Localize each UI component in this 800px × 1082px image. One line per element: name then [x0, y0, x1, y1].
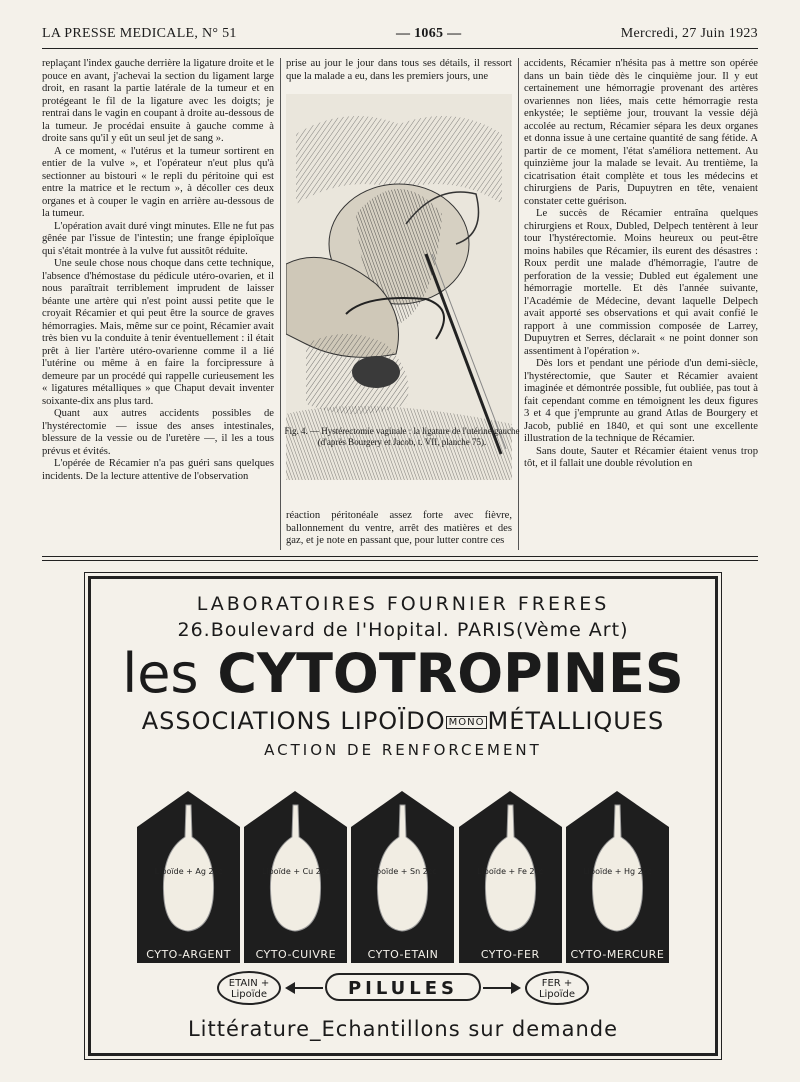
pill-badge-fer: FER + Lipoïde: [525, 971, 589, 1005]
ampoule-panel: [459, 791, 562, 963]
ampoule-icon: [566, 791, 669, 963]
pill-badge-etain: ETAIN + Lipoïde: [217, 971, 281, 1005]
caption-line: (d'après Bourgery et Jacob, t. VII, planche 75).: [317, 437, 487, 447]
ampoule-panel: [566, 791, 669, 963]
arrow-left-icon: [287, 987, 323, 989]
ad-footer: Littérature_Echantillons sur demande: [187, 1017, 619, 1041]
ampoule-icon: [351, 791, 454, 963]
subtitle-part: ASSOCIATIONS LIPOÏDO: [141, 707, 446, 735]
column-1: [42, 58, 274, 550]
page-number: — 1065 —: [396, 26, 462, 41]
ampoule-panel: [137, 791, 240, 963]
pilules-row: [91, 971, 715, 1007]
issue-date: Mercredi, 27 Juin 1923: [620, 26, 758, 41]
ampoule-label: CYTO-ARGENT: [146, 948, 231, 961]
column-rule: [280, 58, 281, 550]
ampoule-label: CYTO-MERCURE: [570, 948, 665, 961]
paragraph: réaction péritonéale assez forte avec fièvre, ballonnement du ventre, arrêt des matières et des gaz, et je note en passant que, pour lutter contre ces: [286, 510, 512, 546]
ampoule-icon: [137, 791, 240, 963]
paragraph: Dès lors et pendant une période d'un demi-siècle, l'hystérectomie, que Sauter et Récamier avaient imaginée et démontrée possible, fut oubliée, pas tout à fait cependant comme en témoignent les deux figures 3 et 4 que j'emprunte au grand Atlas de Bourgery et Jacob, publié en 1840, et qui sont une excellente illustration de la technique de Récamier.: [524, 358, 758, 444]
subtitle-part: MÉTALLIQUES: [487, 707, 665, 735]
paragraph: Sans doute, Sauter et Récamier étaient venus trop tôt, et il fallait une double révolution en: [524, 445, 758, 469]
paragraph: Le succès de Récamier entraîna quelques chirurgiens et Roux, Dubled, Delpech tentèrent à leur tour l'hystérectomie. Moins heureux ou peut-être moins habiles que Récamier, ils eurent des désastres : Roux perdit une malade d'hémorragie, l'autre de perforation de la vessie; Dubled eut également une hémorragie mortelle. Et dès l'année suivante, l'Académie de Médecine, devant laquelle Delpech avait apporté ses observations et qui avait confié le rapport à une commission composée de Larrey, Dupuytren et Serres, déclarait « ne point donner son assentiment à l'opération ».: [524, 208, 758, 357]
ampoule-label: CYTO-FER: [480, 948, 540, 961]
ad-subtitle: [91, 707, 715, 735]
column-2-bottom: [286, 510, 512, 550]
ampoule-panel: [244, 791, 347, 963]
paragraph: Une seule chose nous choque dans cette technique, l'absence d'hémostase du pédicule utéro-ovarien, et il nous paraîtrait terriblement imprudent de laisser béante une artère qui n'est point aussi petite que le croyait Récamier et qui peut être la source de graves hémorragies. Mais, même sur ce point, Récamier avait très bien vu la conduite à tenir éventuellement : il était prêt à lier l'artère utéro-ovarienne comme il a lié l'utérine ou même à en faire la forcipressure à demeure par un procédé qui rappelle curieusement les « ligatures métalliques » que Chaput devait inventer soixante-dix ans plus tard.: [42, 258, 274, 407]
arrow-right-icon: [483, 987, 519, 989]
section-divider: [42, 556, 758, 561]
ampoule-row: [137, 791, 669, 963]
ampoule-contents: Lipoïde + Cu 2cc: [261, 867, 330, 876]
ad-company: LABORATOIRES FOURNIER FRERES: [196, 593, 610, 615]
column-rule: [518, 58, 519, 550]
column-2-top: [286, 58, 512, 86]
article-columns: [42, 58, 758, 550]
brand-prefix: les: [122, 642, 199, 705]
figure-caption: [252, 426, 552, 448]
ad-tagline: ACTION DE RENFORCEMENT: [264, 741, 542, 759]
ampoule-contents: Lipoïde + Hg 2cc: [583, 867, 652, 876]
ad-brand: [91, 643, 715, 705]
journal-title: LA PRESSE MEDICALE, N° 51: [42, 26, 237, 41]
paragraph: accidents, Récamier n'hésita pas à mettre son opérée dans un bain tiède dès le cinquième jour. Il y eut certainement une hémorragie provenant des artères ovariennes non liées, mais cette hémorragie resta enkystée; le septième jour, trouvant la vessie déjà accolée au rectum, Récamier sépara les deux organes et donna issue à une certaine quantité de sang fétide. A partir de ce moment, l'état s'améliora nettement. Au quinzième jour la malade se levait. Au trentième, la cicatrisation était complète et tous les médecins et chirurgiens de Paris, Dupuytren en tête, venaient constater cette guérison.: [524, 58, 758, 207]
masthead: [42, 26, 758, 49]
ampoule-contents: Lipoïde + Fe 2cc: [477, 867, 544, 876]
caption-line: Fig. 4. — Hystérectomie vaginale : la ligature de l'utérine gauche: [284, 426, 520, 436]
advertisement: [88, 576, 718, 1056]
paragraph: L'opération avait duré vingt minutes. Elle ne fut pas gênée par l'issue de l'intestin; une frange épiploïque qui s'était montrée à la vulve fut aussitôt réduite.: [42, 220, 274, 257]
illustration-engraving: [286, 94, 512, 480]
paragraph: prise au jour le jour dans tous ses détails, il ressort que la malade a eu, dans les premiers jours, une: [286, 58, 512, 82]
paragraph: A ce moment, « l'utérus et la tumeur sortirent en entier de la vulve », et l'opérateur n'eut plus qu'à sectionner au bistouri « le repli du péritoine qui est entre la matrice et le rectum », à décoller ces deux organes et à couper le vagin en arrière au-dessous de la tumeur.: [42, 145, 274, 219]
ampoule-panel: [351, 791, 454, 963]
pilules-badge: PILULES: [325, 973, 481, 1001]
brand-name: CYTOTROPINES: [217, 642, 684, 705]
paragraph: L'opérée de Récamier n'a pas guéri sans quelques incidents. De la lecture attentive de l'observation: [42, 458, 274, 482]
paragraph: Quant aux autres accidents possibles de l'hystérectomie — issue des anses intestinales, blessure de la vessie ou de l'uretère —, il les a tous prévus et évités.: [42, 408, 274, 457]
ampoule-label: CYTO-ETAIN: [367, 948, 439, 961]
ampoule-label: CYTO-CUIVRE: [255, 948, 337, 961]
ampoule-contents: Lipoïde + Ag 2cc: [154, 867, 223, 876]
ampoule-icon: [459, 791, 562, 963]
paragraph: replaçant l'index gauche derrière la ligature droite et le pouce en avant, j'achevai la section du ligament large droit, en rasant la partie latérale de la tumeur et en protégeant le fil de la ligature avec les doigts; je rentrai dans le vagin en coupant à droite au-dessous de la tumeur. Je procédai ensuite à gauche comme à droite sans qu'il y eût un seul jet de sang ».: [42, 58, 274, 144]
subtitle-mono: MONO: [446, 716, 488, 729]
ad-address: 26.Boulevard de l'Hopital. PARIS(Vème Art): [177, 619, 629, 641]
ampoule-contents: Lipoïde + Sn 2cc: [369, 867, 437, 876]
column-3: [524, 58, 758, 550]
ampoule-icon: [244, 791, 347, 963]
